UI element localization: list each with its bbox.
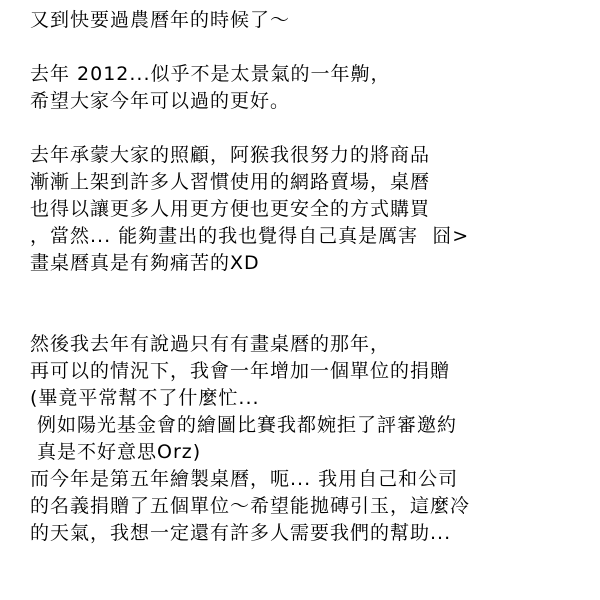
text-line: 而今年是第五年繪製桌曆，呃... 我用自己和公司: [30, 468, 459, 490]
paragraph-gap: [30, 34, 592, 61]
paragraph-gap: [30, 115, 592, 142]
text-line: 例如陽光基金會的繪圖比賽我都婉拒了評審邀約: [30, 414, 458, 436]
paragraph-gap: [30, 277, 592, 304]
text-line: 然後我去年有說過只有有畫桌曆的那年，: [30, 333, 391, 355]
text-line: 的名義捐贈了五個單位～希望能拋磚引玉，這麼冷: [30, 495, 471, 517]
text-line: 的天氣，我想一定還有許多人需要我們的幫助...: [30, 522, 452, 544]
text-line: 希望大家今年可以過的更好。: [30, 90, 291, 112]
text-line: 畫桌曆真是有夠痛苦的XD: [30, 252, 260, 274]
paragraph-gap: [30, 304, 592, 331]
text-line: 也得以讓更多人用更方便也更安全的方式購買: [30, 198, 431, 220]
text-line: 再可以的情況下，我會一年增加一個單位的捐贈: [30, 360, 451, 382]
text-line: 又到快要過農曆年的時候了～: [30, 9, 291, 31]
text-line: 真是不好意思Orz): [30, 441, 202, 463]
text-line: 去年 2012...似乎不是太景氣的一年齁，: [30, 63, 391, 85]
text-line: (畢竟平常幫不了什麼忙...: [30, 387, 260, 409]
text-line: 漸漸上架到許多人習慣使用的網路賣場，桌曆: [30, 171, 431, 193]
text-line: 去年承蒙大家的照顧，阿猴我很努力的將商品: [30, 144, 431, 166]
text-line: ，當然... 能夠畫出的我也覺得自己真是厲害 囧>: [30, 225, 470, 247]
document-body: [30, 7, 592, 547]
